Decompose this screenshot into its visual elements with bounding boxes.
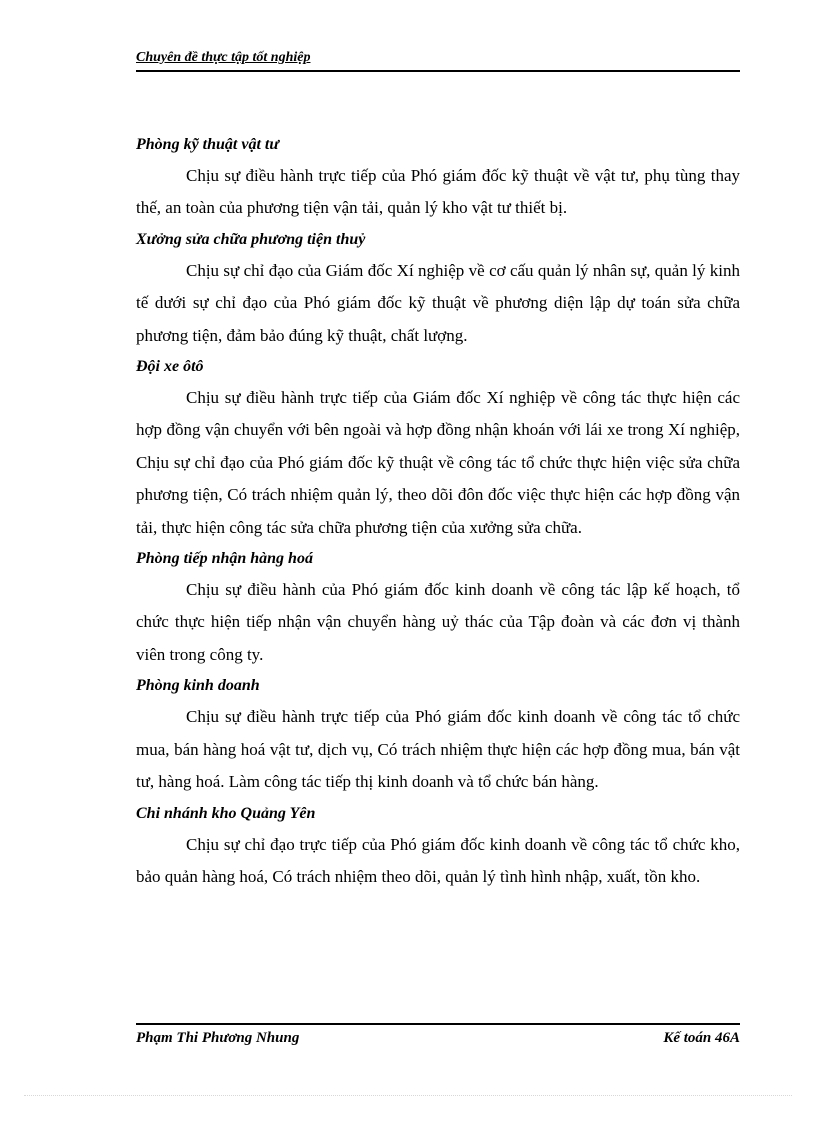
section-phong-kinh-doanh: [136, 671, 740, 798]
footer-class: Kế toán 46A: [663, 1030, 740, 1046]
section-heading: Phòng kỹ thuật vật tư: [136, 136, 279, 153]
section-heading: Xưởng sửa chữa phương tiện thuỷ: [136, 230, 366, 248]
page-footer: [136, 1023, 740, 1055]
section-heading: Đội xe ôtô: [136, 358, 204, 376]
section-heading: Phòng tiếp nhận hàng hoá: [136, 550, 313, 568]
page-header: [136, 48, 740, 72]
section-heading: Phòng kinh doanh: [136, 677, 260, 695]
document-body: [136, 130, 740, 893]
section-heading: Chi nhánh kho Quảng Yên: [136, 804, 316, 822]
header-title: Chuyên đề thực tập tốt nghiệp: [136, 50, 311, 65]
section-chi-nhanh-kho: [136, 799, 740, 894]
section-paragraph: Chịu sự điều hành trực tiếp của Phó giám đốc kinh doanh về công tác tổ chức mua, bán hàng hoá vật tư, dịch vụ, Có trách nhiệm thực hiện các hợp đồng mua, bán vật tư, hàng hoá. Làm công tác tiếp thị kinh doanh và tổ chức bán hàng.: [136, 707, 740, 792]
section-paragraph: Chịu sự điều hành của Phó giám đốc kinh doanh về công tác lập kế hoạch, tổ chức thực hiện tiếp nhận vận chuyển hàng uỷ thác của Tập đoàn và các đơn vị thành viên trong công ty.: [136, 580, 740, 664]
section-phong-tiep-nhan-hang-hoa: [136, 544, 740, 671]
section-paragraph: Chịu sự điều hành trực tiếp của Phó giám đốc kỹ thuật về vật tư, phụ tùng thay thế, an toàn của phương tiện vận tải, quản lý kho vật tư thiết bị.: [136, 166, 740, 218]
section-paragraph: Chịu sự chỉ đạo của Giám đốc Xí nghiệp về cơ cấu quản lý nhân sự, quản lý kinh tế dưới sự chỉ đạo của Phó giám đốc kỹ thuật về phương diện lập dự toán sửa chữa phương tiện, đảm bảo đúng kỹ thuật, chất lượng.: [136, 260, 740, 345]
section-phong-ky-thuat-vat-tu: [136, 130, 740, 225]
section-paragraph: Chịu sự điều hành trực tiếp của Giám đốc Xí nghiệp về công tác thực hiện các hợp đồng vận chuyển với bên ngoài và hợp đồng nhận khoán với lái xe trong Xí nghiệp, Chịu sự chỉ đạo của Phó giám đốc kỹ thuật về công tác tổ chức thực hiện việc sửa chữa phương tiện, Có trách nhiệm quản lý, theo dõi đôn đốc việc thực hiện các hợp đồng vận tải, thực hiện công tác sửa chữa phương tiện của xưởng sửa chữa.: [136, 388, 740, 537]
page-bottom-divider: [24, 1095, 792, 1096]
section-doi-xe-oto: [136, 352, 740, 544]
footer-author: Phạm Thi Phương Nhung: [136, 1030, 300, 1046]
section-paragraph: Chịu sự chỉ đạo trực tiếp của Phó giám đốc kinh doanh về công tác tổ chức kho, bảo quản hàng hoá, Có trách nhiệm theo dõi, quản lý tình hình nhập, xuất, tồn kho.: [136, 834, 740, 886]
section-xuong-sua-chua: [136, 225, 740, 352]
